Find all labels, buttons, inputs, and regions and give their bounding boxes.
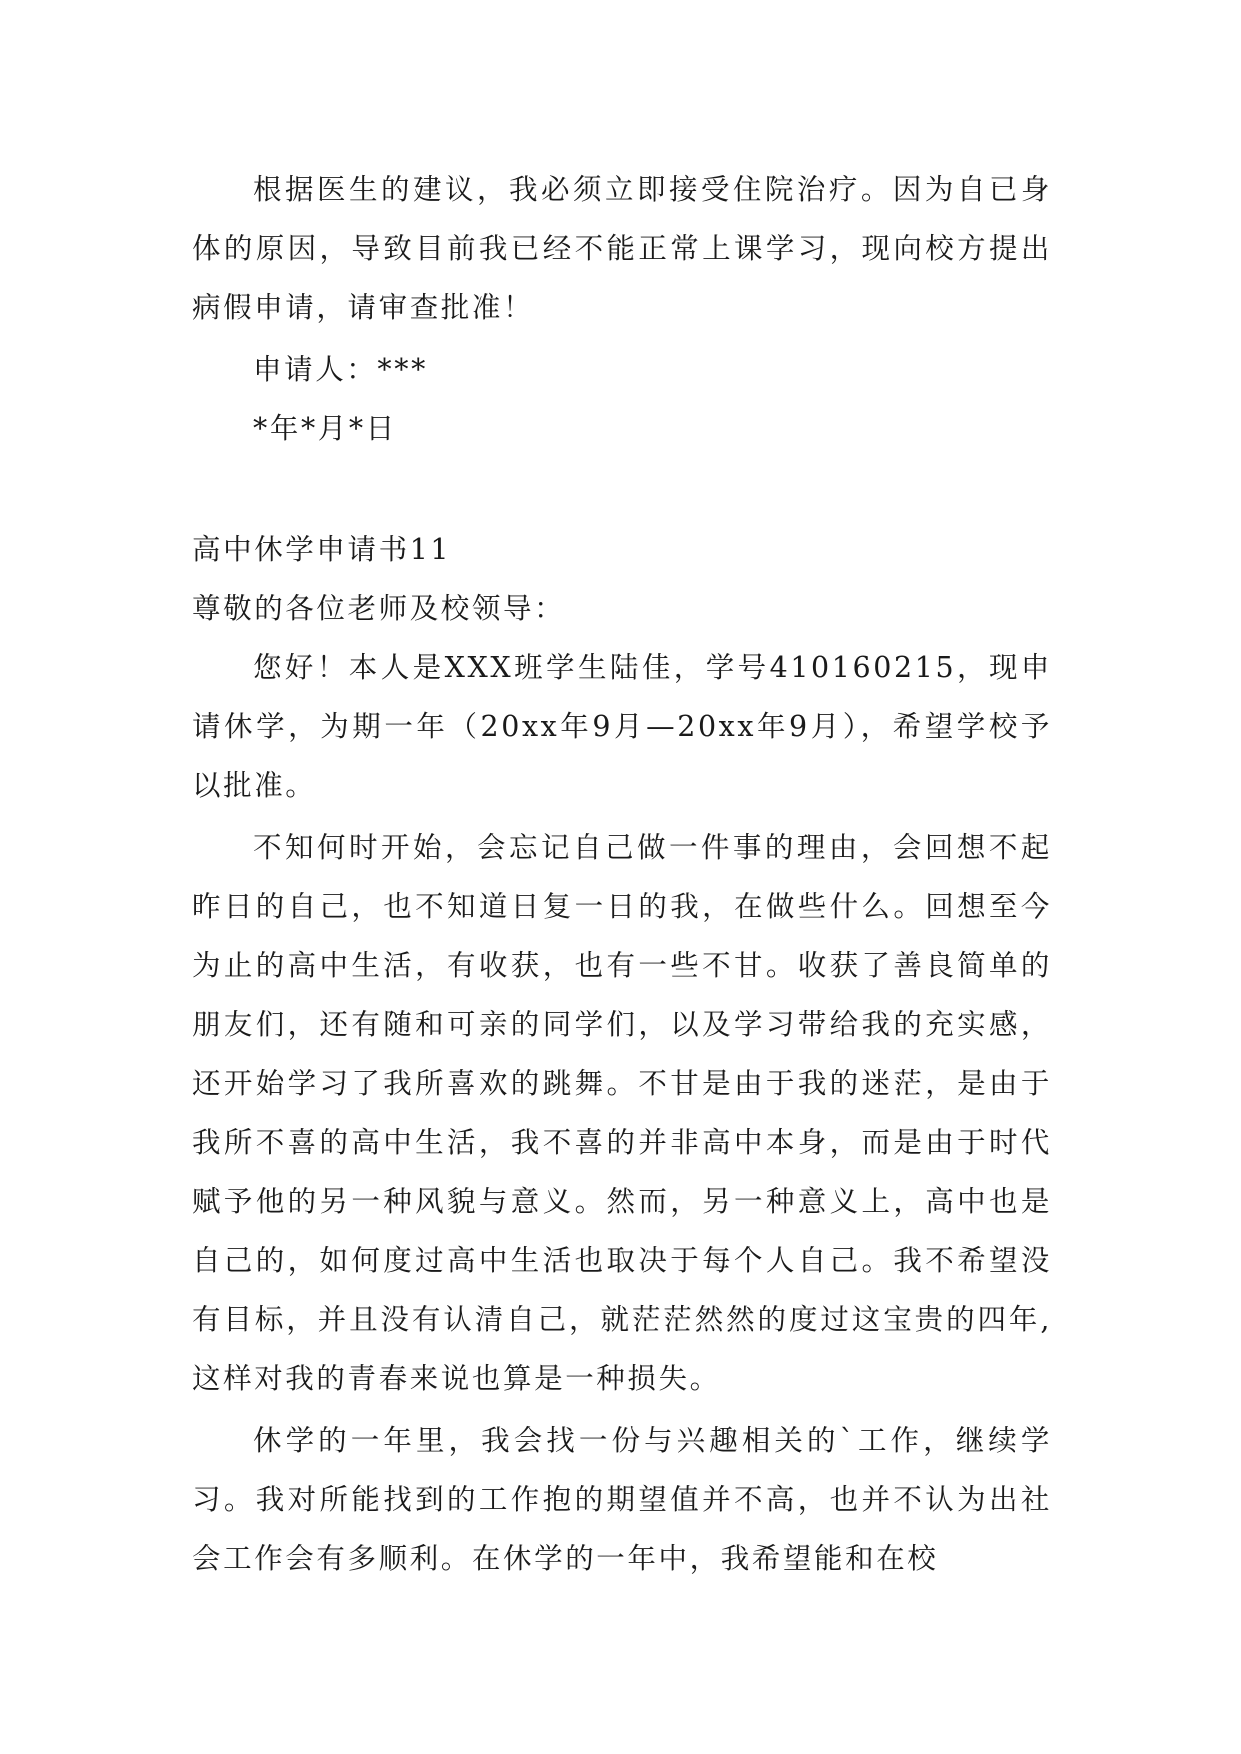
date-line: *年*月*日 [253,412,397,445]
letter-paragraph-1: 您好！本人是XXX班学生陆佳，学号410160215，现申请休学，为期一年（20xx年9月—20xx年9月），希望学校予以批准。 [192,651,1052,802]
letter-paragraph-3: 休学的一年里，我会找一份与兴趣相关的`工作，继续学习。我对所能找到的工作抱的期望值并不高，也并不认为出社会工作会有多顺利。在休学的一年中，我希望能和在校 [192,1424,1052,1575]
letter-paragraph-2: 不知何时开始，会忘记自己做一件事的理由，会回想不起昨日的自己，也不知道日复一日的我，在做些什么。回想至今为止的高中生活，有收获，也有一些不甘。收获了善良简单的朋友们，还有随和可亲的同学们，以及学习带给我的充实感，还开始学习了我所喜欢的跳舞。不甘是由于我的迷茫，是由于我所不喜的高中生活，我不喜的并非高中本身，而是由于时代赋予他的另一种风貌与意义。然而，另一种意义上，高中也是自己的，如何度过高中生活也取决于每个人自己。我不希望没有目标，并且没有认清自己，就茫茫然然的度过这宝贵的四年,这样对我的青春来说也算是一种损失。 [192,831,1052,1395]
document-body [192,160,1052,1588]
signer-line: 申请人：*** [253,353,428,386]
letter-salutation: 尊敬的各位老师及校领导： [192,592,566,625]
letter-title: 高中休学申请书11 [192,533,452,566]
previous-letter-closing-paragraph: 根据医生的建议，我必须立即接受住院治疗。因为自已身体的原因，导致目前我已经不能正常上课学习，现向校方提出病假申请，请审查批准！ [192,173,1052,324]
